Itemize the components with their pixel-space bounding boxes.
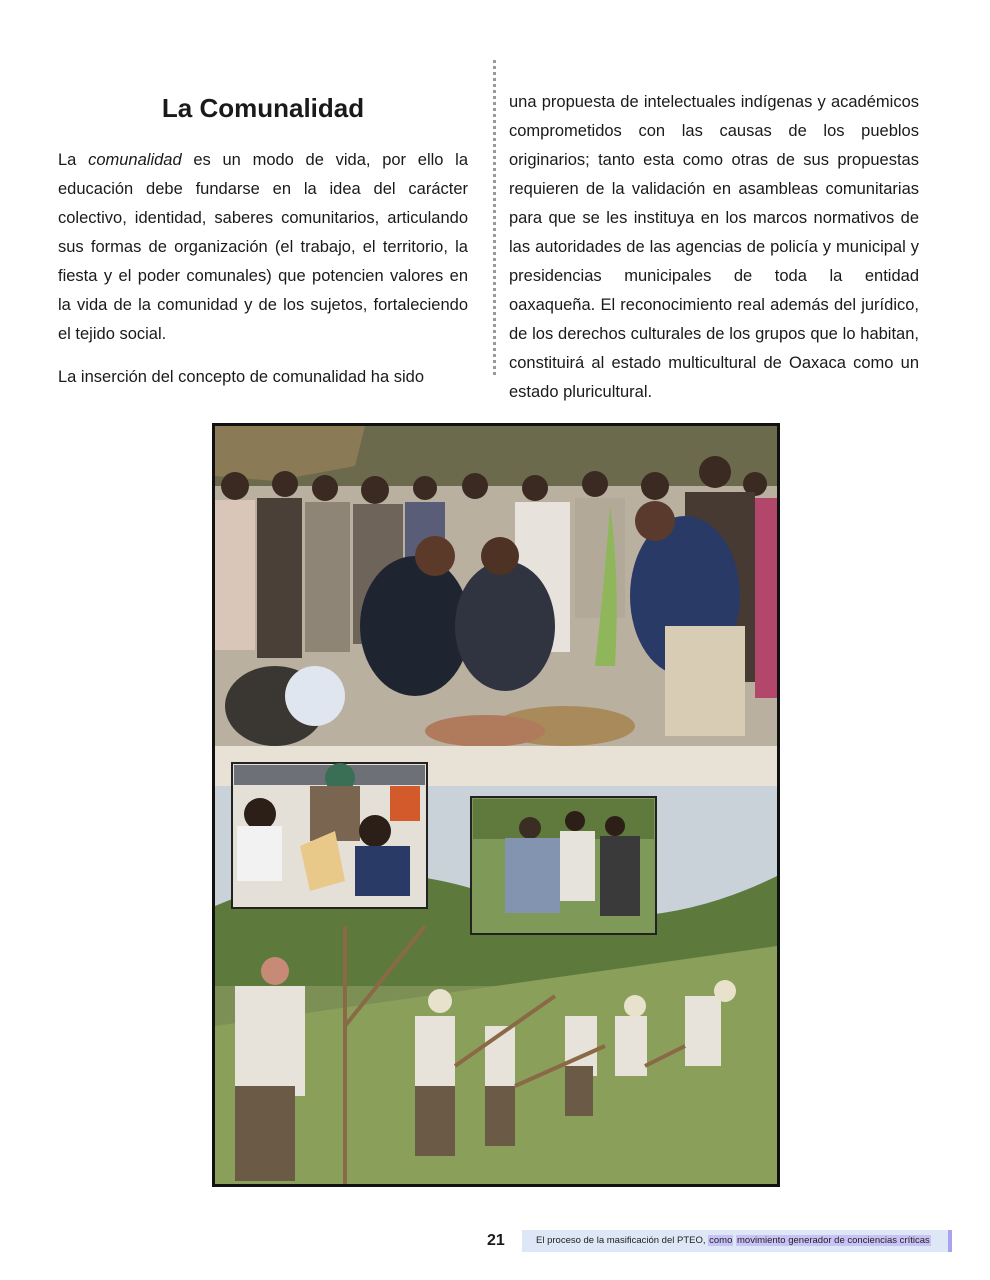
footer-text-a: El proceso de la masificación del PTEO, xyxy=(536,1235,709,1246)
p1-post: es un modo de vida, por ello la educación debe fundarse en la idea del carácter colectivo, identidad, saberes comunitarios, articulando sus formas de organización (el trabajo, el territorio, la fiesta y el poder comunales) que potencien valores en la vida de la comunidad y de los sujetos, fortaleciendo el tejido social. xyxy=(58,151,469,343)
section-title: La Comunalidad xyxy=(161,93,365,123)
right-column xyxy=(509,88,919,421)
page-number: 21 xyxy=(487,1232,505,1249)
footer-text xyxy=(536,1235,931,1246)
footer-text-b: como xyxy=(709,1235,733,1246)
column-divider xyxy=(493,60,496,375)
paragraph-propuesta: una propuesta de intelectuales indígenas y académicos comprometidos con las causas de los pueblos originarios; tanto esta como otras de sus propuestas requieren de la validación en asambleas comunitarias para que se les instituya en los marcos normativos de las autoridades de las agencias de policía y municipal y presidencias municipales de toda la entidad oaxaqueña. El reconocimiento real además del jurídico, de los derechos culturales de los grupos que lo habitan, constituirá al estado multicultural de Oaxaca como un estado pluricultural. xyxy=(509,93,919,401)
footer-band xyxy=(522,1230,952,1252)
footer-text-d: movimiento generador de conciencias críticas xyxy=(737,1235,930,1246)
paragraph-insercion: La inserción del concepto de comunalidad ha sido xyxy=(58,368,424,386)
photo-collage xyxy=(212,423,780,1187)
paragraph-comunalidad xyxy=(58,146,468,349)
photo-collage-image xyxy=(215,426,777,1184)
p1-emphasis: comunalidad xyxy=(88,151,182,169)
p1-pre: La xyxy=(58,151,89,169)
left-column xyxy=(58,88,468,406)
